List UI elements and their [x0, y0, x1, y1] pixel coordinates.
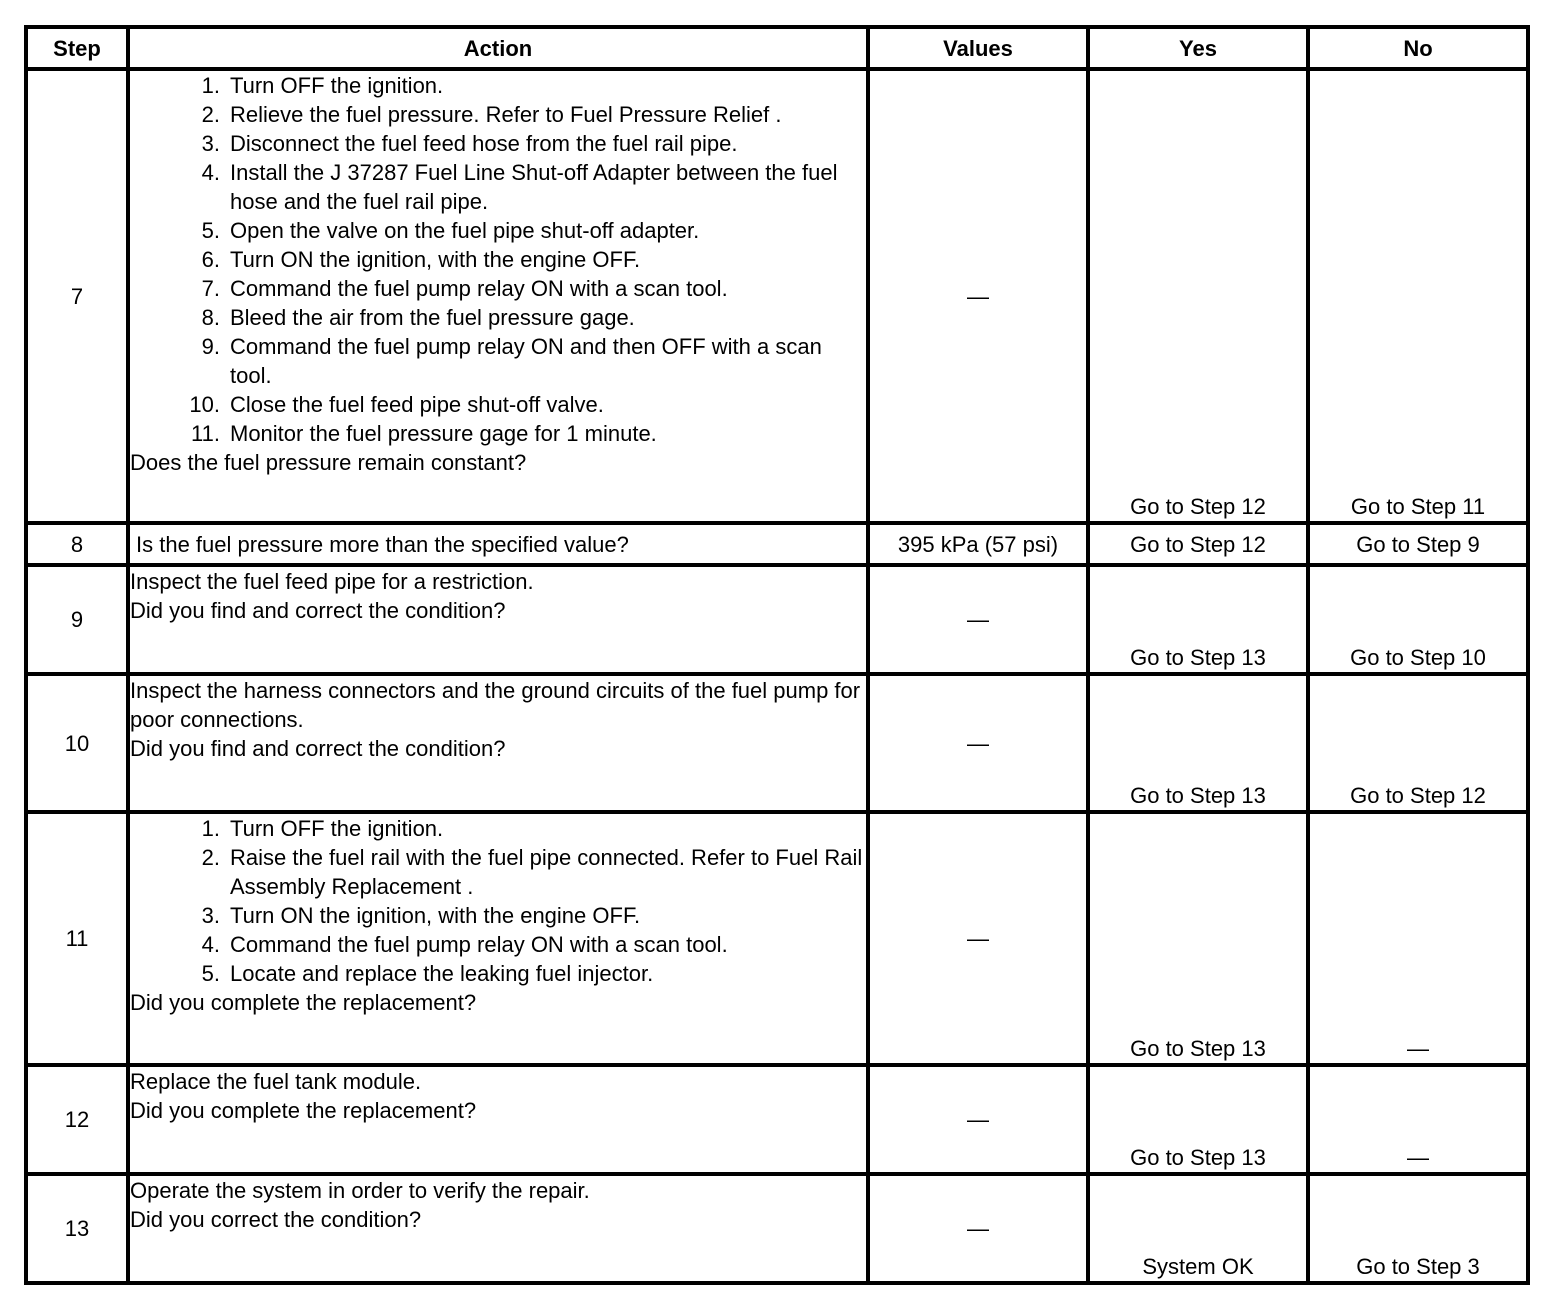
- yes-cell: Go to Step 13: [1088, 1065, 1308, 1174]
- action-cell: [128, 69, 868, 523]
- action-question: Did you find and correct the condition?: [130, 736, 506, 761]
- list-item: 1. Turn OFF the ignition.: [201, 73, 444, 98]
- list-item: 5. Open the valve on the fuel pipe shut-off adapter.: [201, 218, 700, 243]
- action-question: Did you complete the replacement?: [130, 1098, 477, 1123]
- value-cell: —: [868, 674, 1088, 812]
- table-row-step-13: [26, 1174, 1528, 1283]
- action-cell: [128, 1174, 868, 1283]
- action-question: Did you complete the replacement?: [130, 990, 477, 1015]
- header-step: Step: [26, 27, 128, 69]
- step-number: 10: [26, 674, 128, 812]
- list-item: 2. Relieve the fuel pressure. Refer to Fuel Pressure Relief .: [201, 102, 782, 127]
- action-question: Does the fuel pressure remain constant?: [130, 450, 527, 475]
- yes-cell: Go to Step 13: [1088, 674, 1308, 812]
- action-text: Inspect the harness connectors and the ground circuits of the fuel pump for poor connections.: [130, 678, 861, 732]
- no-cell: Go to Step 12: [1308, 674, 1528, 812]
- header-no: No: [1308, 27, 1528, 69]
- action-cell: [128, 565, 868, 674]
- no-cell: Go to Step 10: [1308, 565, 1528, 674]
- list-item: 1. Turn OFF the ignition.: [201, 816, 444, 841]
- list-item: 11. Monitor the fuel pressure gage for 1 minute.: [191, 421, 657, 446]
- table-row-step-12: [26, 1065, 1528, 1174]
- list-item: 4. Command the fuel pump relay ON with a scan tool.: [201, 932, 728, 957]
- action-question: Did you find and correct the condition?: [130, 598, 506, 623]
- value-cell: 395 kPa (57 psi): [868, 523, 1088, 565]
- header-action: Action: [128, 27, 868, 69]
- no-cell: Go to Step 9: [1308, 523, 1528, 565]
- value-cell: —: [868, 69, 1088, 523]
- list-item: 6. Turn ON the ignition, with the engine OFF.: [201, 247, 641, 272]
- action-question: Is the fuel pressure more than the specified value?: [128, 523, 868, 565]
- action-steps-list: [130, 71, 866, 448]
- action-question: Did you correct the condition?: [130, 1207, 422, 1232]
- list-item: 2. Raise the fuel rail with the fuel pipe connected. Refer to Fuel Rail Assembly Replacement .: [201, 845, 863, 899]
- value-cell: —: [868, 1065, 1088, 1174]
- no-cell: —: [1308, 812, 1528, 1065]
- action-cell: [128, 1065, 868, 1174]
- step-number: 12: [26, 1065, 128, 1174]
- list-item: 8. Bleed the air from the fuel pressure gage.: [201, 305, 635, 330]
- list-item: 3. Disconnect the fuel feed hose from the fuel rail pipe.: [201, 131, 738, 156]
- list-item: 7. Command the fuel pump relay ON with a scan tool.: [201, 276, 728, 301]
- table-row-step-7: [26, 69, 1528, 523]
- list-item: 10. Close the fuel feed pipe shut-off valve.: [189, 392, 604, 417]
- action-text: Operate the system in order to verify the repair.: [130, 1178, 590, 1203]
- action-text: Inspect the fuel feed pipe for a restriction.: [130, 569, 534, 594]
- value-cell: —: [868, 565, 1088, 674]
- yes-cell: Go to Step 13: [1088, 812, 1308, 1065]
- diagnostic-table: [24, 25, 1530, 1285]
- action-cell: [128, 674, 868, 812]
- step-number: 9: [26, 565, 128, 674]
- step-number: 13: [26, 1174, 128, 1283]
- no-cell: Go to Step 11: [1308, 69, 1528, 523]
- value-cell: —: [868, 1174, 1088, 1283]
- list-item: 5. Locate and replace the leaking fuel injector.: [201, 961, 654, 986]
- list-item: 3. Turn ON the ignition, with the engine OFF.: [201, 903, 641, 928]
- no-cell: Go to Step 3: [1308, 1174, 1528, 1283]
- yes-cell: Go to Step 12: [1088, 69, 1308, 523]
- list-item: 9. Command the fuel pump relay ON and then OFF with a scan tool.: [201, 334, 822, 388]
- action-cell: [128, 812, 868, 1065]
- table-row-step-11: [26, 812, 1528, 1065]
- table-row-step-9: [26, 565, 1528, 674]
- action-steps-list: [130, 814, 866, 988]
- header-values: Values: [868, 27, 1088, 69]
- header-row: [26, 27, 1528, 69]
- yes-cell: System OK: [1088, 1174, 1308, 1283]
- list-item: 4. Install the J 37287 Fuel Line Shut-off Adapter between the fuel hose and the fuel rail pipe.: [201, 160, 838, 214]
- yes-cell: Go to Step 13: [1088, 565, 1308, 674]
- header-yes: Yes: [1088, 27, 1308, 69]
- step-number: 8: [26, 523, 128, 565]
- table-row-step-8: [26, 523, 1528, 565]
- action-text: Replace the fuel tank module.: [130, 1069, 422, 1094]
- yes-cell: Go to Step 12: [1088, 523, 1308, 565]
- step-number: 7: [26, 69, 128, 523]
- table-row-step-10: [26, 674, 1528, 812]
- step-number: 11: [26, 812, 128, 1065]
- value-cell: —: [868, 812, 1088, 1065]
- no-cell: —: [1308, 1065, 1528, 1174]
